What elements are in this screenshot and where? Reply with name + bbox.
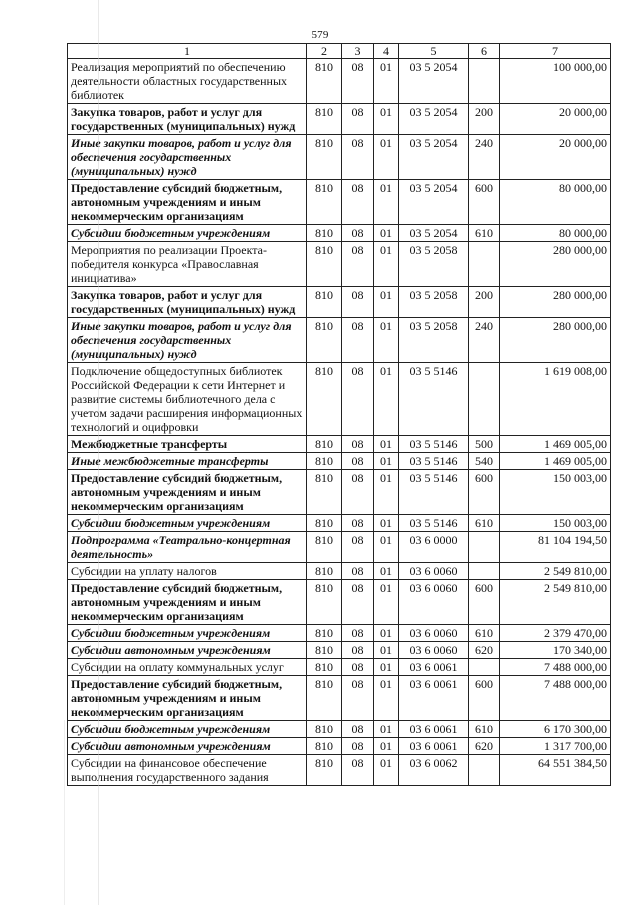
table-row — [68, 104, 611, 135]
row-name-cell: Субсидии на финансовое обеспечение выполнения государственного задания — [68, 755, 307, 786]
table-row — [68, 642, 611, 659]
col-6-cell: 600 — [469, 470, 500, 515]
col-5-cell: 03 5 2058 — [399, 318, 469, 363]
col-2-cell: 810 — [307, 755, 342, 786]
header-cell-5: 5 — [399, 44, 469, 59]
col-3-cell: 08 — [342, 470, 374, 515]
amount-cell: 2 549 810,00 — [500, 580, 611, 625]
col-4-cell: 01 — [374, 563, 399, 580]
col-2-cell: 810 — [307, 470, 342, 515]
col-2-cell: 810 — [307, 135, 342, 180]
col-3-cell: 08 — [342, 676, 374, 721]
col-3-cell: 08 — [342, 363, 374, 436]
col-3-cell: 08 — [342, 580, 374, 625]
table-row — [68, 755, 611, 786]
table-row — [68, 625, 611, 642]
col-4-cell: 01 — [374, 580, 399, 625]
col-3-cell: 08 — [342, 318, 374, 363]
col-3-cell: 08 — [342, 625, 374, 642]
header-cell-3: 3 — [342, 44, 374, 59]
col-5-cell: 03 6 0060 — [399, 642, 469, 659]
col-5-cell: 03 6 0060 — [399, 625, 469, 642]
table-row — [68, 580, 611, 625]
row-name-cell: Реализация мероприятий по обеспечению деятельности областных государственных библиотек — [68, 59, 307, 104]
col-6-cell: 600 — [469, 676, 500, 721]
row-name-cell: Предоставление субсидий бюджетным, автономным учреждениям и иным некоммерческим организациям — [68, 676, 307, 721]
table-row — [68, 738, 611, 755]
amount-cell: 1 317 700,00 — [500, 738, 611, 755]
row-name-cell: Субсидии на уплату налогов — [68, 563, 307, 580]
col-2-cell: 810 — [307, 580, 342, 625]
amount-cell: 7 488 000,00 — [500, 659, 611, 676]
table-row — [68, 470, 611, 515]
col-6-cell — [469, 755, 500, 786]
col-6-cell: 610 — [469, 515, 500, 532]
col-4-cell: 01 — [374, 318, 399, 363]
col-4-cell: 01 — [374, 180, 399, 225]
col-6-cell: 620 — [469, 738, 500, 755]
row-name-cell: Закупка товаров, работ и услуг для государственных (муниципальных) нужд — [68, 287, 307, 318]
page-number: 579 — [311, 29, 329, 41]
col-5-cell: 03 6 0061 — [399, 738, 469, 755]
col-6-cell — [469, 659, 500, 676]
col-5-cell: 03 5 5146 — [399, 470, 469, 515]
header-cell-4: 4 — [374, 44, 399, 59]
col-4-cell: 01 — [374, 625, 399, 642]
col-5-cell: 03 6 0062 — [399, 755, 469, 786]
col-2-cell: 810 — [307, 532, 342, 563]
col-4-cell: 01 — [374, 287, 399, 318]
col-3-cell: 08 — [342, 135, 374, 180]
col-5-cell: 03 5 2054 — [399, 225, 469, 242]
col-6-cell: 600 — [469, 580, 500, 625]
amount-cell: 80 000,00 — [500, 180, 611, 225]
col-4-cell: 01 — [374, 532, 399, 563]
table-row — [68, 363, 611, 436]
amount-cell: 7 488 000,00 — [500, 676, 611, 721]
col-5-cell: 03 5 5146 — [399, 453, 469, 470]
table-row — [68, 59, 611, 104]
col-2-cell: 810 — [307, 721, 342, 738]
col-4-cell: 01 — [374, 363, 399, 436]
col-2-cell: 810 — [307, 659, 342, 676]
col-3-cell: 08 — [342, 436, 374, 453]
row-name-cell: Предоставление субсидий бюджетным, автономным учреждениям и иным некоммерческим организациям — [68, 580, 307, 625]
col-6-cell: 500 — [469, 436, 500, 453]
col-3-cell: 08 — [342, 180, 374, 225]
col-2-cell: 810 — [307, 242, 342, 287]
col-4-cell: 01 — [374, 242, 399, 287]
row-name-cell: Иные закупки товаров, работ и услуг для обеспечения государственных (муниципальных) нужд — [68, 318, 307, 363]
col-2-cell: 810 — [307, 642, 342, 659]
col-6-cell: 200 — [469, 104, 500, 135]
col-6-cell: 200 — [469, 287, 500, 318]
row-name-cell: Субсидии бюджетным учреждениям — [68, 225, 307, 242]
col-5-cell: 03 5 5146 — [399, 515, 469, 532]
header-cell-6: 6 — [469, 44, 500, 59]
col-2-cell: 810 — [307, 59, 342, 104]
budget-table — [67, 43, 611, 786]
row-name-cell: Субсидии бюджетным учреждениям — [68, 515, 307, 532]
amount-cell: 150 003,00 — [500, 515, 611, 532]
col-3-cell: 08 — [342, 225, 374, 242]
col-5-cell: 03 5 2054 — [399, 135, 469, 180]
amount-cell: 1 619 008,00 — [500, 363, 611, 436]
col-3-cell: 08 — [342, 738, 374, 755]
col-2-cell: 810 — [307, 625, 342, 642]
table-row — [68, 721, 611, 738]
col-3-cell: 08 — [342, 642, 374, 659]
row-name-cell: Межбюджетные трансферты — [68, 436, 307, 453]
table-row — [68, 563, 611, 580]
col-6-cell — [469, 242, 500, 287]
col-5-cell: 03 5 5146 — [399, 436, 469, 453]
amount-cell: 280 000,00 — [500, 287, 611, 318]
row-name-cell: Иные закупки товаров, работ и услуг для обеспечения государственных (муниципальных) нужд — [68, 135, 307, 180]
col-4-cell: 01 — [374, 470, 399, 515]
col-4-cell: 01 — [374, 659, 399, 676]
col-6-cell — [469, 59, 500, 104]
col-6-cell: 620 — [469, 642, 500, 659]
col-5-cell: 03 6 0060 — [399, 563, 469, 580]
col-2-cell: 810 — [307, 180, 342, 225]
col-6-cell — [469, 532, 500, 563]
table-row — [68, 135, 611, 180]
header-cell-7: 7 — [500, 44, 611, 59]
col-4-cell: 01 — [374, 104, 399, 135]
col-2-cell: 810 — [307, 738, 342, 755]
amount-cell: 6 170 300,00 — [500, 721, 611, 738]
col-4-cell: 01 — [374, 225, 399, 242]
row-name-cell: Подпрограмма «Театрально-концертная деятельность» — [68, 532, 307, 563]
col-3-cell: 08 — [342, 659, 374, 676]
table-row — [68, 287, 611, 318]
table-row — [68, 242, 611, 287]
amount-cell: 1 469 005,00 — [500, 436, 611, 453]
row-name-cell: Закупка товаров, работ и услуг для государственных (муниципальных) нужд — [68, 104, 307, 135]
col-5-cell: 03 5 2054 — [399, 104, 469, 135]
col-4-cell: 01 — [374, 436, 399, 453]
table-row — [68, 180, 611, 225]
col-3-cell: 08 — [342, 453, 374, 470]
col-2-cell: 810 — [307, 436, 342, 453]
amount-cell: 2 549 810,00 — [500, 563, 611, 580]
col-5-cell: 03 6 0000 — [399, 532, 469, 563]
col-4-cell: 01 — [374, 642, 399, 659]
row-name-cell: Мероприятия по реализации Проекта-победителя конкурса «Православная инициатива» — [68, 242, 307, 287]
col-6-cell: 610 — [469, 721, 500, 738]
col-2-cell: 810 — [307, 287, 342, 318]
col-5-cell: 03 5 2054 — [399, 59, 469, 104]
col-6-cell: 240 — [469, 318, 500, 363]
row-name-cell: Подключение общедоступных библиотек Российской Федерации к сети Интернет и развитие системы библиотечного дела с учетом задачи расширения информационных технологий и оцифровки — [68, 363, 307, 436]
amount-cell: 20 000,00 — [500, 135, 611, 180]
col-6-cell: 600 — [469, 180, 500, 225]
col-5-cell: 03 5 2058 — [399, 287, 469, 318]
col-3-cell: 08 — [342, 721, 374, 738]
col-5-cell: 03 5 2054 — [399, 180, 469, 225]
col-6-cell — [469, 363, 500, 436]
amount-cell: 81 104 194,50 — [500, 532, 611, 563]
amount-cell: 280 000,00 — [500, 318, 611, 363]
col-3-cell: 08 — [342, 532, 374, 563]
col-4-cell: 01 — [374, 738, 399, 755]
col-2-cell: 810 — [307, 363, 342, 436]
scan-artifact-line — [64, 720, 65, 905]
amount-cell: 20 000,00 — [500, 104, 611, 135]
col-6-cell: 610 — [469, 625, 500, 642]
table-row — [68, 532, 611, 563]
col-3-cell: 08 — [342, 515, 374, 532]
col-4-cell: 01 — [374, 135, 399, 180]
row-name-cell: Субсидии автономным учреждениям — [68, 642, 307, 659]
amount-cell: 2 379 470,00 — [500, 625, 611, 642]
col-5-cell: 03 5 5146 — [399, 363, 469, 436]
table-header-row — [68, 44, 611, 59]
col-3-cell: 08 — [342, 563, 374, 580]
amount-cell: 150 003,00 — [500, 470, 611, 515]
col-3-cell: 08 — [342, 104, 374, 135]
col-3-cell: 08 — [342, 287, 374, 318]
header-cell-1: 1 — [68, 44, 307, 59]
amount-cell: 170 340,00 — [500, 642, 611, 659]
col-4-cell: 01 — [374, 755, 399, 786]
col-2-cell: 810 — [307, 318, 342, 363]
scan-artifact-line — [98, 0, 99, 905]
row-name-cell: Иные межбюджетные трансферты — [68, 453, 307, 470]
col-6-cell: 240 — [469, 135, 500, 180]
row-name-cell: Субсидии бюджетным учреждениям — [68, 721, 307, 738]
table-row — [68, 225, 611, 242]
col-4-cell: 01 — [374, 59, 399, 104]
col-5-cell: 03 6 0061 — [399, 659, 469, 676]
table-row — [68, 676, 611, 721]
amount-cell: 280 000,00 — [500, 242, 611, 287]
row-name-cell: Субсидии бюджетным учреждениям — [68, 625, 307, 642]
row-name-cell: Предоставление субсидий бюджетным, автономным учреждениям и иным некоммерческим организациям — [68, 470, 307, 515]
table-row — [68, 453, 611, 470]
col-5-cell: 03 5 2058 — [399, 242, 469, 287]
col-2-cell: 810 — [307, 515, 342, 532]
col-3-cell: 08 — [342, 59, 374, 104]
col-6-cell: 540 — [469, 453, 500, 470]
col-5-cell: 03 6 0061 — [399, 721, 469, 738]
col-5-cell: 03 6 0061 — [399, 676, 469, 721]
col-4-cell: 01 — [374, 721, 399, 738]
col-2-cell: 810 — [307, 225, 342, 242]
table-row — [68, 318, 611, 363]
row-name-cell: Субсидии автономным учреждениям — [68, 738, 307, 755]
col-6-cell: 610 — [469, 225, 500, 242]
header-cell-2: 2 — [307, 44, 342, 59]
amount-cell: 80 000,00 — [500, 225, 611, 242]
col-2-cell: 810 — [307, 563, 342, 580]
col-2-cell: 810 — [307, 104, 342, 135]
col-2-cell: 810 — [307, 453, 342, 470]
amount-cell: 64 551 384,50 — [500, 755, 611, 786]
col-6-cell — [469, 563, 500, 580]
table-row — [68, 659, 611, 676]
amount-cell: 1 469 005,00 — [500, 453, 611, 470]
row-name-cell: Субсидии на оплату коммунальных услуг — [68, 659, 307, 676]
table-row — [68, 436, 611, 453]
amount-cell: 100 000,00 — [500, 59, 611, 104]
col-4-cell: 01 — [374, 453, 399, 470]
col-4-cell: 01 — [374, 515, 399, 532]
table-row — [68, 515, 611, 532]
col-3-cell: 08 — [342, 755, 374, 786]
col-4-cell: 01 — [374, 676, 399, 721]
col-5-cell: 03 6 0060 — [399, 580, 469, 625]
col-2-cell: 810 — [307, 676, 342, 721]
row-name-cell: Предоставление субсидий бюджетным, автономным учреждениям и иным некоммерческим организациям — [68, 180, 307, 225]
col-3-cell: 08 — [342, 242, 374, 287]
